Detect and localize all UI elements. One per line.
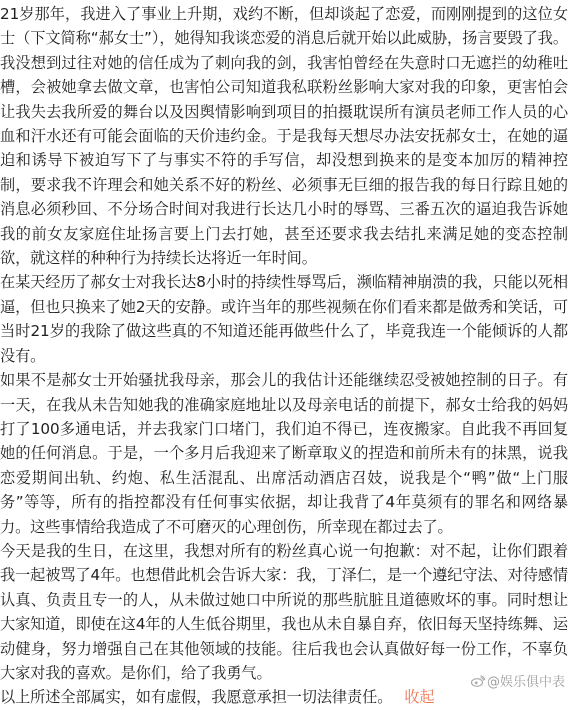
collapse-link[interactable]: 收起: [404, 688, 435, 707]
paragraph-2: [0, 270, 568, 368]
paragraph-1: [0, 2, 568, 270]
paragraph-text: 在某天经历了郝女士对我长达8小时的持续性辱骂后，濒临精神崩溃的我，只能以死相逼，但也只换来了她2天的安静。或许当年的那些视频在你们看来都是做秀和笑话，可当时21岁的我除了做这些真的不知道还能再做些什么了，毕竟我连一个能倾诉的人都没有。: [0, 273, 568, 365]
final-statement-text: 以上所述全部属实，如有虚假，我愿意承担一切法律责任。: [0, 688, 393, 707]
watermark: [471, 671, 565, 690]
weibo-icon: [471, 675, 485, 687]
paragraph-4: [0, 539, 568, 685]
paragraph-3: [0, 368, 568, 539]
paragraph-text: 今天是我的生日，在这里，我想对所有的粉丝真心说一句抱歉：对不起，让你们跟着我一起被骂了4年。也想借此机会告诉大家：我，丁泽仁，是一个遵纪守法、对待感情认真、负责且专一的人，从未做过她口中所说的那些肮脏且道德败坏的事。同时想让大家知道，即使在这4年的人生低谷期里，我也从未自暴自弃，依旧每天坚持练舞、运动健身，努力增强自己在其他领域的技能。往后我也会认真做好每一份工作，不辜负大家对我的喜欢。是你们，给了我勇气。: [0, 541, 568, 682]
watermark-text: @娱乐俱中表: [486, 675, 565, 690]
paragraph-text: 如果不是郝女士开始骚扰我母亲，那会儿的我估计还能继续忍受被她控制的日子。有一天，在我从未告知她我的准确家庭地址以及母亲电话的前提下，郝女士给我的妈妈打了100多通电话，并去我家门口堵门，我们迫不得已，连夜搬家。自此我不再回复她的任何消息。于是，一个多月后我迎来了断章取义的捏造和前所未有的抹黑，说我恋爱期间出轨、约炮、私生活混乱、出席活动酒店召妓，说我是个“鸭”做“上门服务”等等，所有的指控都没有任何事实依据，却让我背了4年莫须有的罪名和网络暴力。这些事情给我造成了不可磨灭的心理创伤，所幸现在都过去了。: [0, 371, 568, 536]
paragraph-text: 21岁那年，我进入了事业上升期，戏约不断，但却谈起了恋爱，而刚刚提到的这位女士（下文简称“郝女士”），她得知我谈恋爱的消息后就开始以此威胁，扬言要毁了我。我没想到过往对她的信任成为了刺向我的剑，我害怕曾经在失意时口无遮拦的幼稚吐槽，会被她拿去做文章，也害怕公司知道我私联粉丝影响大家对我的印象，更害怕会让我失去我所爱的舞台以及因舆情影响到项目的拍摄耽误所有演员老师工作人员的心血和汗水还有可能会面临的天价违约金。于是我每天想尽办法安抚郝女士，在她的逼迫和诱导下被迫写下了与事实不符的手写信，却没想到换来的是变本加厉的精神控制，要求我不许理会和她关系不好的粉丝、必须事无巨细的报告我的每日行踪且她的消息必须秒回、不分场合时间对我进行长达几小时的辱骂、三番五次的逼迫我告诉她我的前女友家庭住址扬言要上门去打她，甚至还要求我去结扎来满足她的变态控制欲，就这样的种种行为持续长达将近一年时间。: [0, 5, 568, 268]
